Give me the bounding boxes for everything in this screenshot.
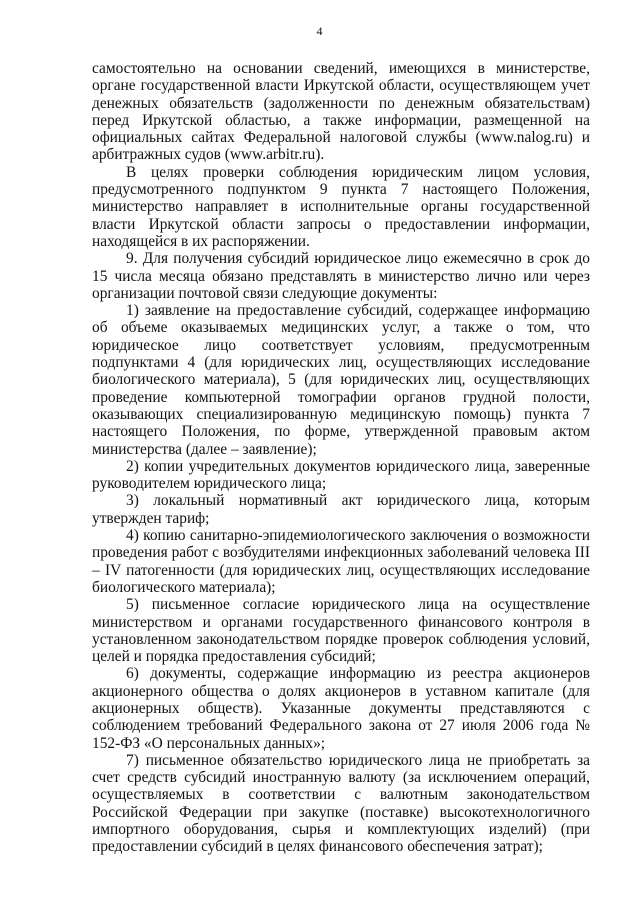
paragraph-verification-requests: В целях проверки соблюдения юридическим лицом условия, предусмотренного подпунктом 9 пункта 7 настоящего Положения, министерство направляет в исполнительные органы государственной власти Иркутской области запросы о предоставлении информации, находящейся в их распоряжении. xyxy=(92,163,590,250)
list-item-6-shareholder-register: 6) документы, содержащие информацию из реестра акционеров акционерного общества о долях акционеров в уставном капитале (для акционерных обществ). Указанные документы представляются с соблюдением требований Федерального закона от 27 июля 2006 года № 152-ФЗ «О персональных данных»; xyxy=(92,665,590,752)
document-body xyxy=(92,60,590,856)
list-item-3-tariff-act: 3) локальный нормативный акт юридического лица, которым утвержден тариф; xyxy=(92,492,590,527)
paragraph-item-9: 9. Для получения субсидий юридическое лицо ежемесячно в срок до 15 числа месяца обязано представлять в министерство лично или через организации почтовой связи следующие документы: xyxy=(92,250,590,302)
list-item-1-application: 1) заявление на предоставление субсидий, содержащее информацию об объеме оказываемых медицинских услуг, а также о том, что юридическое лицо соответствует условиям, предусмотренным подпунктами 4 (для юридических лиц, осуществляющих исследование биологического материала), 5 (для юридических лиц, осуществляющих проведение компьютерной томографии органов грудной полости, оказывающих специализированную медицинскую помощь) пункта 7 настоящего Положения, по форме, утвержденной правовым актом министерства (далее – заявление); xyxy=(92,302,590,458)
page-number: 4 xyxy=(316,24,323,38)
list-item-5-written-consent: 5) письменное согласие юридического лица на осуществление министерством и органами государственного финансового контроля в установленном законодательством порядке проверок соблюдения условий, целей и порядка предоставления субсидий; xyxy=(92,596,590,666)
list-item-7-currency-obligation: 7) письменное обязательство юридического лица не приобретать за счет средств субсидий иностранную валюту (за исключением операций, осуществляемых в соответствии с валютным законодательством Российской Федерации при закупке (поставке) высокотехнологичного импортного оборудования, сырья и комплектующих изделий) (при предоставлении субсидий в целях финансового обеспечения затрат); xyxy=(92,751,590,856)
paragraph-continuation: самостоятельно на основании сведений, имеющихся в министерстве, органе государственной власти Иркутской области, осуществляющем учет денежных обязательств (задолженности по денежным обязательствам) перед Иркутской областью, а также информации, размещенной на официальных сайтах Федеральной налоговой службы (www.nalog.ru) и арбитражных судов (www.arbitr.ru). xyxy=(92,60,590,164)
list-item-4-sanitary-conclusion: 4) копию санитарно-эпидемиологического заключения о возможности проведения работ с возбудителями инфекционных заболеваний человека III – IV патогенности (для юридических лиц, осуществляющих исследование биологического материала); xyxy=(92,527,590,596)
list-item-2-charter-copies: 2) копии учредительных документов юридического лица, заверенные руководителем юридического лица; xyxy=(92,457,590,493)
